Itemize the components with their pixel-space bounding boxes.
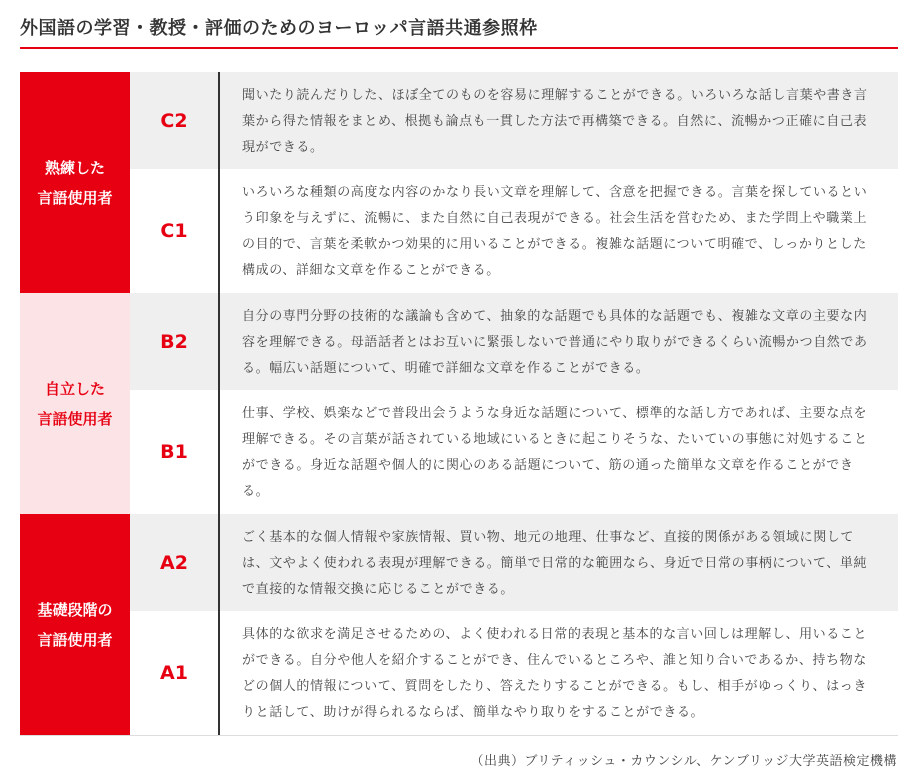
title-divider [20,47,898,49]
group-label-basic [20,514,130,735]
source-citation: （出典）ブリティッシュ・カウンシル、ケンブリッジ大学英語検定機構 [470,754,897,769]
table-row-a1 [130,611,898,735]
level-description-b2: 自分の専門分野の技術的な議論も含めて、抽象的な話題でも具体的な話題でも、複雑な文章の主要な内容を理解できる。母語話者とはお互いに緊張しないで普通にやり取りができるくらい流暢かつ自然である。幅広い話題について、明確で詳細な文章を作ることができる。 [242,309,868,376]
level-description-a1: 具体的な欲求を満足させるための、よく使われる日常的表現と基本的な言い回しは理解し、用いることができる。自分や他人を紹介することができ、住んでいるところや、誰と知り合いであるか、持ち物などの個人的情報について、質問をしたり、答えたりすることができる。もし、相手がゆっくり、はっきりと話して、助けが得られるならば、簡単なやり取りをすることができる。 [242,627,868,720]
table-row-b2 [130,293,898,390]
group-basic-user [20,514,898,735]
level-label-a1: A1 [130,611,220,735]
page-title: 外国語の学習・教授・評価のためのヨーロッパ言語共通参照枠 [20,18,538,39]
group-label-line: 言語使用者 [37,630,113,649]
table-row-a2 [130,514,898,611]
group-independent-user [20,293,898,514]
table-row-c1 [130,169,898,293]
group-label-line: 熟練した [44,158,105,177]
level-label-b2: B2 [130,293,220,390]
level-label-a2: A2 [130,514,220,611]
group-label-line: 言語使用者 [37,188,113,207]
group-label-line: 基礎段階の [37,600,113,619]
group-label-proficient [20,72,130,293]
level-description-a2: ごく基本的な個人情報や家族情報、買い物、地元の地理、仕事など、直接的関係がある領域に関しては、文やよく使われる表現が理解できる。簡単で日常的な範囲なら、身近で日常の事柄について、単純で直接的な情報交換に応じることができる。 [242,530,868,597]
level-label-c1: C1 [130,169,220,293]
level-label-c2: C2 [130,72,220,169]
group-label-line: 言語使用者 [37,409,113,428]
level-description-c1: いろいろな種類の高度な内容のかなり長い文章を理解して、含意を把握できる。言葉を探しているという印象を与えずに、流暢に、また自然に自己表現ができる。社会生活を営むため、また学問上や職業上の目的で、言葉を柔軟かつ効果的に用いることができる。複雑な話題について明確で、しっかりとした構成の、詳細な文章を作ることができる。 [242,185,868,278]
group-label-line: 自立した [44,379,105,398]
level-description-b1: 仕事、学校、娯楽などで普段出会うような身近な話題について、標準的な話し方であれば、主要な点を理解できる。その言葉が話されている地域にいるときに起こりそうな、たいていの事態に対処することができる。身近な話題や個人的に関心のある話題について、筋の通った簡単な文章を作ることができる。 [242,406,868,499]
level-label-b1: B1 [130,390,220,514]
table-row-c2 [130,72,898,169]
cefr-table [20,72,898,736]
level-description-c2: 聞いたり読んだりした、ほぼ全てのものを容易に理解することができる。いろいろな話し言葉や書き言葉から得た情報をまとめ、根拠も論点も一貫した方法で再構築できる。自然に、流暢かつ正確に自己表現ができる。 [242,88,868,155]
group-label-independent [20,293,130,514]
table-row-b1 [130,390,898,514]
table-bottom-border [20,735,898,736]
group-proficient-user [20,72,898,293]
